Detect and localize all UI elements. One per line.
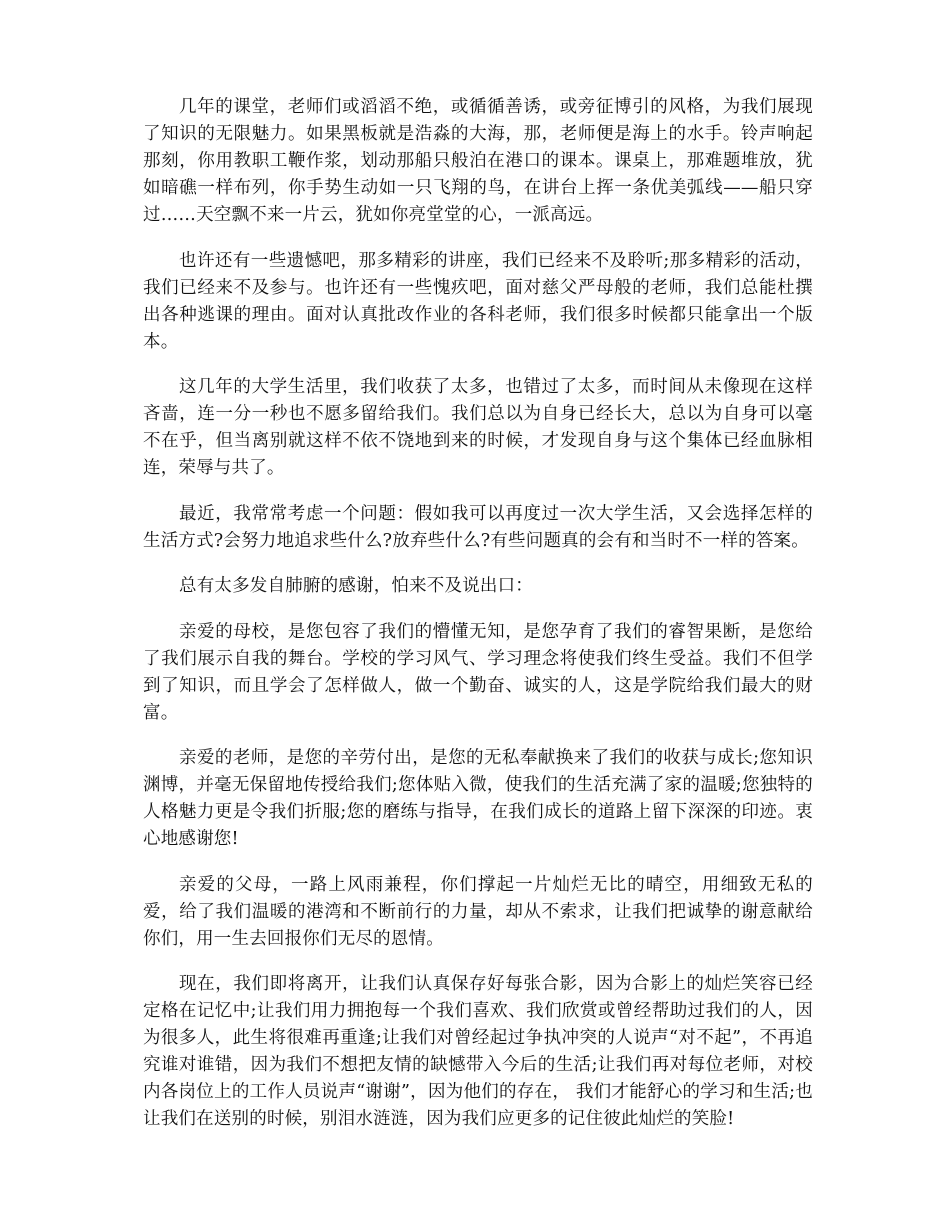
paragraph-alma-mater: 亲爱的母校，是您包容了我们的懵懂无知，是您孕育了我们的睿智果断，是您给了我们展示自我的舞台。学校的学习风气、学习理念将使我们终生受益。我们不但学到了知识，而且学会了怎样做人，做一个勤奋、诚实的人，这是学院给我们最大的财富。: [143, 621, 813, 723]
paragraph-classroom: 几年的课堂，老师们或滔滔不绝，或循循善诱，或旁征博引的风格，为我们展现了知识的无限魅力。如果黑板就是浩淼的大海，那，老师便是海上的水手。铃声响起那刻，你用教职工鞭作浆，划动那船只般泊在港口的课本。课桌上，那难题堆放，犹如暗礁一样布列，你手势生动如一只飞翔的鸟，在讲台上挥一条优美弧线——船只穿过……天空飘不来一片云，犹如你亮堂堂的心，一派高远。: [143, 97, 813, 225]
paragraph-teachers: 亲爱的老师，是您的辛劳付出，是您的无私奉献换来了我们的收获与成长;您知识渊博，并毫无保留地传授给我们;您体贴入微，使我们的生活充满了家的温暖;您独特的人格魅力更是令我们折服;您的磨练与指导，在我们成长的道路上留下深深的印迹。衷心地感谢您!: [143, 748, 813, 849]
paragraph-gratitude-intro: 总有太多发自肺腑的感谢，怕来不及说出口：: [179, 576, 533, 596]
paragraph-reflection: 最近，我常常考虑一个问题：假如我可以再度过一次大学生活，又会选择怎样的生活方式?会努力地追求些什么?放弃些什么?有些问题真的会有和当时不一样的答案。: [143, 503, 813, 551]
paragraph-college-life: 这几年的大学生活里，我们收获了太多，也错过了太多，而时间从未像现在这样吝啬，连一分一秒也不愿多留给我们。我们总以为自身已经长大，总以为自身可以毫不在乎，但当离别就这样不依不饶地到来的时候，才发现自身与这个集体已经血脉相连，荣辱与共了。: [143, 377, 813, 478]
paragraph-farewell: 现在，我们即将离开，让我们认真保存好每张合影，因为合影上的灿烂笑容已经定格在记忆中;让我们用力拥抱每一个我们喜欢、我们欣赏或曾经帮助过我们的人，因为很多人，此生将很难再重逢;让我们对曾经起过争执冲突的人说声“对不起”，不再追究谁对谁错，因为我们不想把友情的缺憾带入今后的生活;让我们再对每位老师，对校内各岗位上的工作人员说声“谢谢”，因为他们的存在， 我们才能舒心的学习和生活;也让我们在送别的时候，别泪水涟涟，因为我们应更多的记住彼此灿烂的笑脸!: [143, 974, 813, 1129]
document-body: [143, 94, 813, 1152]
paragraph-parents: 亲爱的父母，一路上风雨兼程，你们撑起一片灿烂无比的晴空，用细致无私的爱，给了我们温暖的港湾和不断前行的力量，却从不索求，让我们把诚挚的谢意献给你们，用一生去回报你们无尽的恩情。: [143, 874, 813, 949]
paragraph-regrets: 也许还有一些遗憾吧，那多精彩的讲座，我们已经来不及聆听;那多精彩的活动，我们已经来不及参与。也许还有一些愧疚吧，面对慈父严母般的老师，我们总能杜撰出各种逃课的理由。面对认真批改作业的各科老师，我们很多时候都只能拿出一个版本。: [143, 250, 813, 352]
